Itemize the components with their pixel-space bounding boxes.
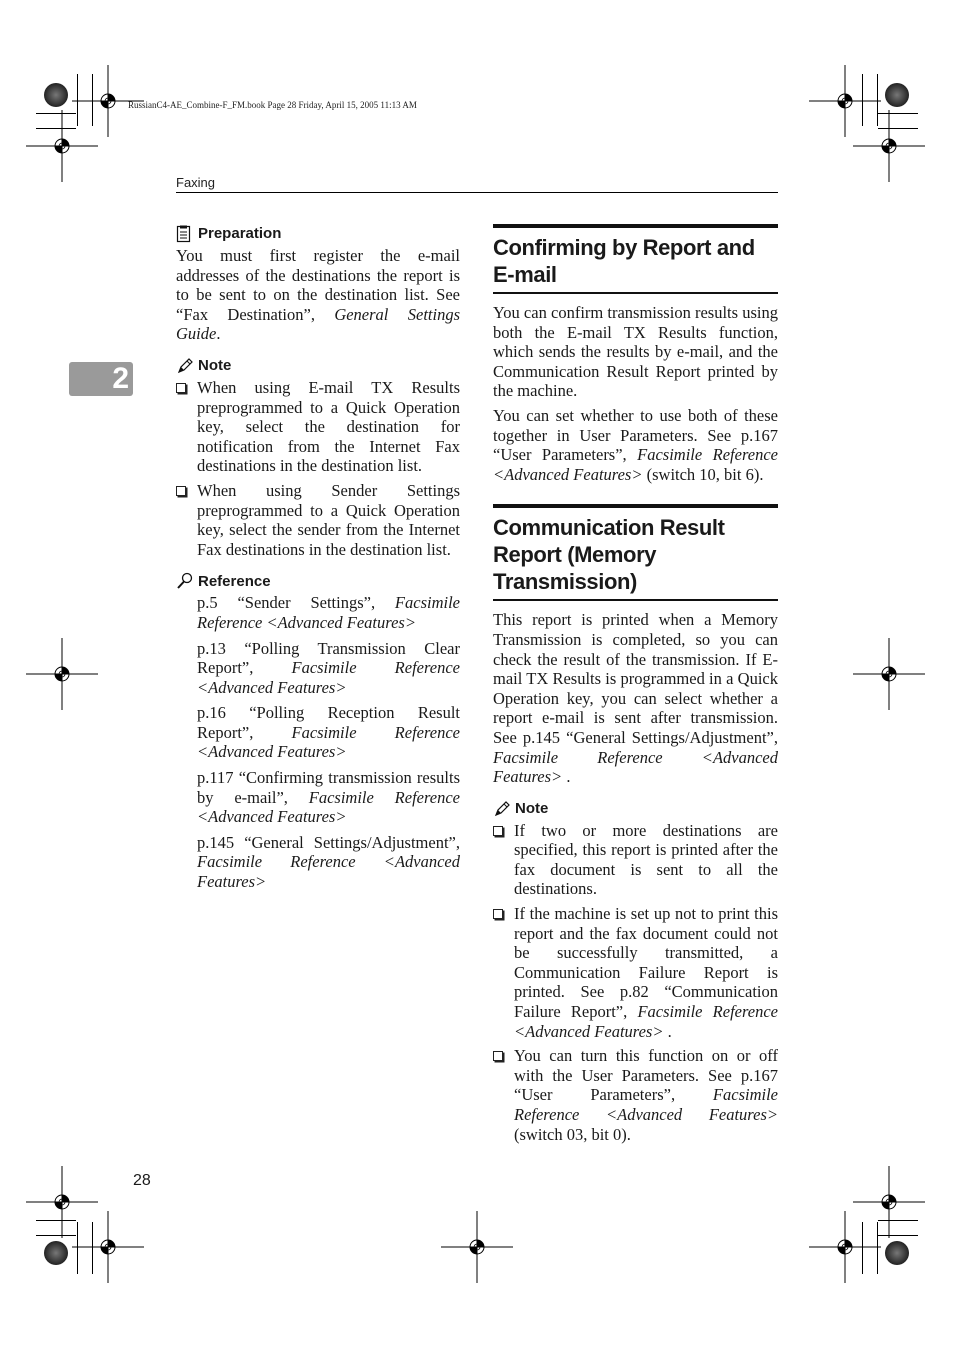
preparation-heading xyxy=(176,224,460,244)
section1-para2: You can set whether to use both of these together in User Parameters. See p.167 “User Parameters”, Facsimile Reference <Advanced Features> (switch 10, bit 6). xyxy=(493,405,778,484)
reference-link-3[interactable]: p.16 “Polling Reception Result Report”, Facsimile Reference <Advanced Features> xyxy=(197,703,461,762)
note-label: Note xyxy=(198,357,232,375)
preparation-text: You must first register the e-mail addresses of the destinations the report is to be sent to on the destination list. See “Fax Destination”, General Settings Guide. xyxy=(176,246,460,344)
reference-link-4[interactable]: p.117 “Confirming transmission results by e-mail”, Facsimile Reference <Advanced Features> xyxy=(197,768,461,827)
reference-link-1[interactable]: p.5 “Sender Settings”, Facsimile Reference <Advanced Features> xyxy=(197,593,460,632)
pencil-icon xyxy=(176,357,194,375)
reference-link-5[interactable]: p.145 “General Settings/Adjustment”, Facsimile Reference <Advanced Features> xyxy=(197,832,460,892)
book-info: RussianC4-AE_Combine-F_FM.book Page 28 Friday, April 15, 2005 11:13 AM xyxy=(128,100,417,110)
list-item: When using Sender Settings preprogrammed to a Quick Operation key, select the sender from the Internet Fax destinations in the destination list. xyxy=(176,481,460,559)
section2-para: This report is printed when a Memory Transmission is completed, so you can check the result of the transmission. If E-mail TX Results is programmed in a Quick Operation key, you can select whether a report e-mail is sent after transmission. See p.145 “General Settings/Adjustment”, Facsimile Reference <Advanced Features> . xyxy=(493,610,778,787)
chapter-tab: 2 xyxy=(69,362,133,396)
reference-heading xyxy=(176,571,460,591)
note-heading xyxy=(176,356,460,376)
reference-list xyxy=(197,593,460,891)
list-item: If two or more destinations are specified, this report is printed after the fax document is sent to all the destinations. xyxy=(493,821,778,899)
checkbox-bullet-icon xyxy=(176,486,186,496)
section-title-confirming: Confirming by Report and E-mail xyxy=(493,224,778,294)
note-list xyxy=(493,821,778,1145)
checkbox-bullet-icon xyxy=(493,909,503,919)
right-column xyxy=(493,224,778,1144)
note-list xyxy=(176,378,460,559)
checkbox-bullet-icon xyxy=(493,1051,503,1061)
reference-label: Reference xyxy=(198,572,271,590)
magnifier-icon xyxy=(176,572,194,590)
header-rule xyxy=(176,192,778,193)
checkbox-bullet-icon xyxy=(493,826,503,836)
preparation-icon xyxy=(176,225,194,243)
note-label: Note xyxy=(515,799,549,817)
checkbox-bullet-icon xyxy=(176,383,186,393)
left-column xyxy=(176,224,460,892)
page-number: 28 xyxy=(133,1172,151,1189)
section1-para1: You can confirm transmission results using both the E-mail TX Results function, which sends the results by e-mail, and the Communication Result Report printed by the machine. xyxy=(493,303,778,401)
reference-link-2[interactable]: p.13 “Polling Transmission Clear Report”, Facsimile Reference <Advanced Features> xyxy=(197,638,461,697)
preparation-label: Preparation xyxy=(198,225,282,243)
list-item: If the machine is set up not to print this report and the fax document could not be successfully transmitted, a Communication Failure Report is printed. See p.82 “Communication Failure Report”, Facsimile Reference <Advanced Features> . xyxy=(493,904,778,1041)
running-head: Faxing xyxy=(176,175,216,190)
note-heading xyxy=(493,799,778,819)
section-title-communication-result: Communication Result Report (Memory Transmission) xyxy=(493,504,778,601)
list-item: You can turn this function on or off with the User Parameters. See p.167 “User Parameters”, Facsimile Reference <Advanced Features> (switch 03, bit 0). xyxy=(493,1046,778,1144)
pencil-icon xyxy=(493,800,511,818)
list-item: When using E-mail TX Results preprogrammed to a Quick Operation key, select the destination for notification from the Internet Fax destinations in the destination list. xyxy=(176,378,460,476)
